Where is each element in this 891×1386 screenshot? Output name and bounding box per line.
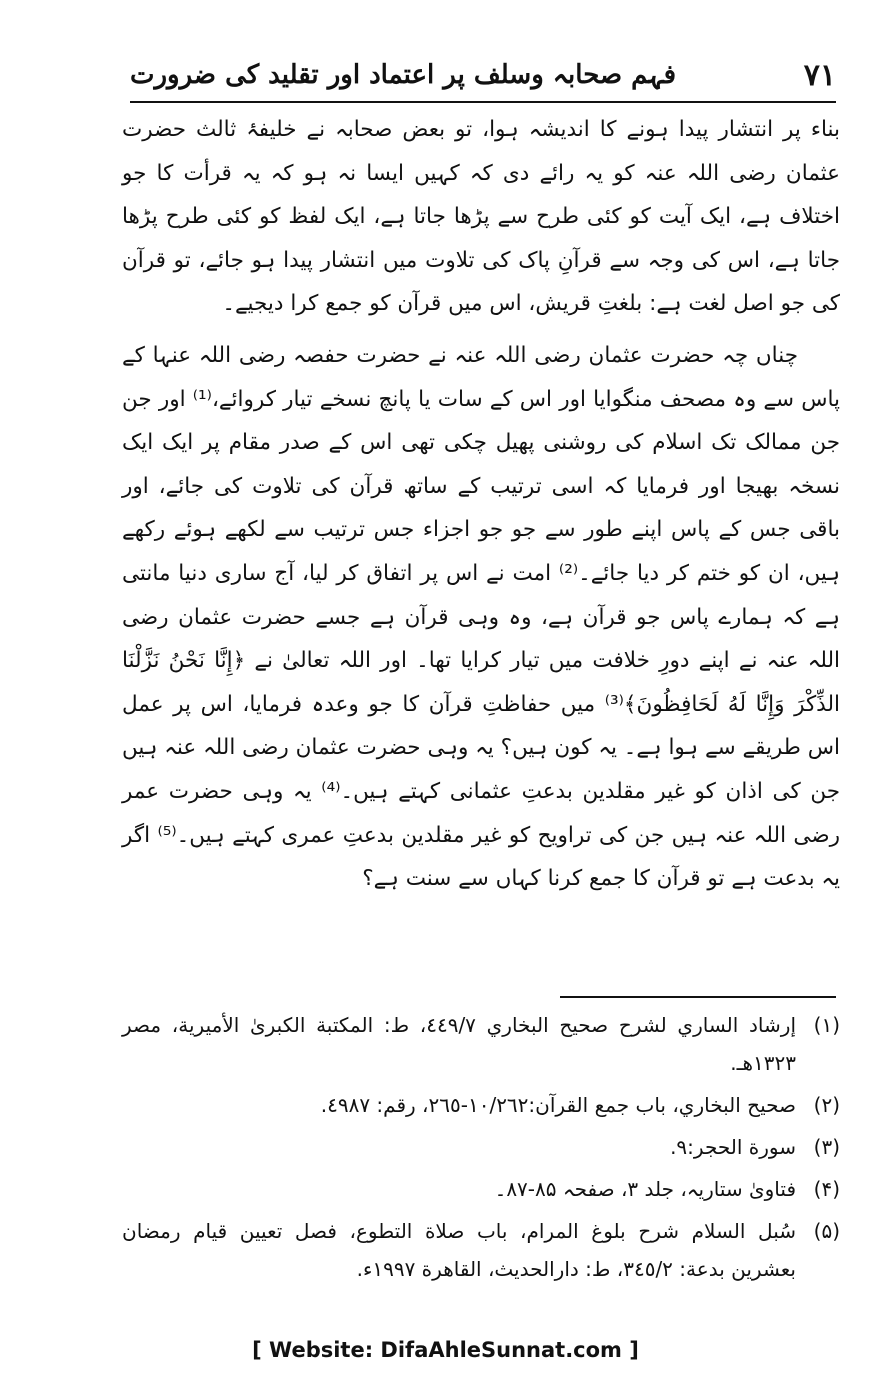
header-divider	[130, 101, 836, 103]
footnote-text: فتاویٰ ستاریہ، جلد ۳، صفحہ ۸۵-۸۷۔	[494, 1177, 796, 1201]
footnote-divider	[560, 996, 836, 998]
footnote-number: (۴)	[813, 1177, 840, 1201]
footnotes	[122, 1006, 840, 1292]
running-title: فہم صحابہ وسلف پر اعتماد اور تقلید کی ضرورت	[130, 60, 677, 90]
footnote-text: صحيح البخاري، باب جمع القرآن:١٠/٢٦٢-٢٦٥، رقم: ٤٩٨٧.	[320, 1093, 796, 1117]
footnote	[122, 1128, 840, 1166]
paragraph: چناں چہ حضرت عثمان رضی اللہ عنہ نے حضرت حفصہ رضی اللہ عنہا کے پاس سے وہ مصحف منگوایا اور اس کے سات یا پانچ نسخے تیار کروائے،⁽¹⁾ اور جن جن ممالک تک اسلام کی روشنی پھیل چکی تھی اس کے صدر مقام پر ایک ایک نسخہ بھیجا اور فرمایا کہ اسی ترتیب کے ساتھ قرآن کی تلاوت کی جائے، اور باقی جس کے پاس اپنے طور سے جو جو اجزاء جس ترتیب سے لکھے ہوئے رکھے ہیں، ان کو ختم کر دیا جائے۔⁽²⁾ امت نے اس پر اتفاق کر لیا، آج ساری دنیا مانتی ہے کہ ہمارے پاس جو قرآن ہے، وہ وہی قرآن ہے جسے حضرت عثمان رضی اللہ عنہ نے اپنے دورِ خلافت میں تیار کرایا تھا۔ اور اللہ تعالیٰ نے ﴿إِنَّا نَحْنُ نَزَّلْنَا الذِّكْرَ وَإِنَّا لَهُ لَحَافِظُونَ﴾⁽³⁾ میں حفاظتِ قرآن کا جو وعدہ فرمایا، اس پر عمل اس طریقے سے ہوا ہے۔ یہ کون ہیں؟ یہ وہی حضرت عثمان رضی اللہ عنہ ہیں جن کی اذان کو غیر مقلدین بدعتِ عثمانی کہتے ہیں۔⁽⁴⁾ یہ وہی حضرت عمر رضی اللہ عنہ ہیں جن کی تراویح کو غیر مقلدین بدعتِ عمری کہتے ہیں۔⁽⁵⁾ اگر یہ بدعت ہے تو قرآن کا جمع کرنا کہاں سے سنت ہے؟	[122, 342, 840, 892]
website-watermark: [ Website: DifaAhleSunnat.com ]	[252, 1338, 639, 1362]
footnote-number: (۵)	[813, 1219, 840, 1243]
footnote	[122, 1006, 840, 1082]
footnote	[122, 1086, 840, 1124]
main-text	[122, 108, 840, 901]
footnote-number: (۳)	[813, 1135, 840, 1159]
footnote-number: (۲)	[813, 1093, 840, 1117]
footnote-number: (۱)	[813, 1013, 840, 1037]
page-number: ۷۱	[803, 58, 836, 93]
paragraph: بناء پر انتشار پیدا ہونے کا اندیشہ ہوا، تو بعض صحابہ نے خلیفۂ ثالث حضرت عثمان رضی اللہ عنہ کو یہ رائے دی کہ کہیں ایسا نہ ہو کہ یہ قرأت کا جو اختلاف ہے، ایک آیت کو کئی طرح سے پڑھا جاتا ہے، ایک لفظ کو کئی طرح پڑھا جاتا ہے، اس کی وجہ سے قرآنِ پاک کی تلاوت میں انتشار پیدا ہو جائے، تو قرآن کی جو اصل لغت ہے: بلغتِ قریش، اس میں قرآن کو جمع کرا دیجیے۔	[122, 117, 840, 317]
page-header	[130, 50, 836, 98]
footnote	[122, 1170, 840, 1208]
footnote-text: سُبل السلام شرح بلوغ المرام، باب صلاة التطوع، فصل تعيين قيام رمضان بعشرين بدعة: ٣٤٥/٢، ط: دارالحديث، القاهرة ١٩٩٧ء.	[122, 1219, 796, 1281]
footnote-text: إرشاد الساري لشرح صحيح البخاري ٤٤٩/٧، ط: المكتبة الكبرىٰ الأميرية، مصر ١٣٢٣هـ.	[122, 1013, 796, 1075]
footnote	[122, 1212, 840, 1288]
footnote-text: سورة الحجر:٩.	[670, 1135, 796, 1159]
